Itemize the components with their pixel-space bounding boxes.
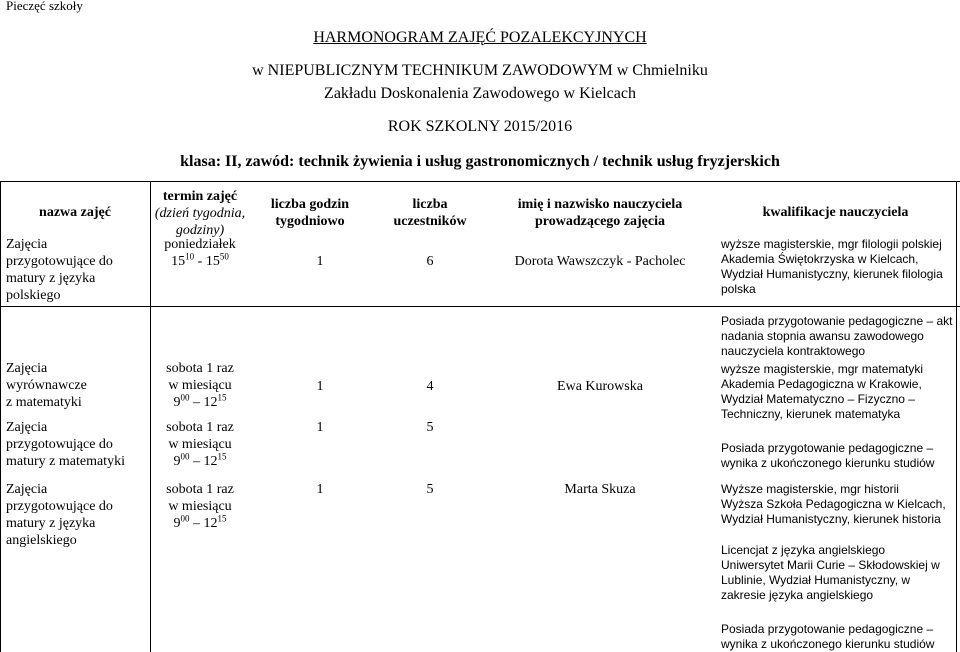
school-stamp-label: Pieczęć szkoły xyxy=(6,0,83,13)
row-qualifications: wyższe magisterskie, mgr matematyki Akademia Pedagogiczna w Krakowie, Wydział Matematyczno – Fizyczno – Techniczny, kierunek matematyka xyxy=(721,362,924,421)
row-qualifications-pedagogy: Posiada przygotowanie pedagogiczne – wynika z ukończonego kierunku studiów xyxy=(721,622,935,651)
row-schedule: poniedziałek $15^{10} - 15^{50}$ xyxy=(164,237,236,269)
col-header-term: termin zajęć (dzień tygodnia, godziny) xyxy=(154,189,246,238)
col-header-name: nazwa zajęć xyxy=(39,205,111,220)
row-activity-name: Zajęcia przygotowujące do matury z matematyki xyxy=(6,420,125,469)
row-weekly-hours: 1 xyxy=(316,420,324,435)
col-header-teacher: imię i nazwisko nauczyciela prowadzącego zajęcia xyxy=(517,197,683,229)
school-name-line1: w NIEPUBLICZNYM TECHNIKUM ZAWODOWYM w Chmielniku xyxy=(252,62,708,79)
col-header-participants: liczba uczestników xyxy=(393,197,467,229)
row-participants: 5 xyxy=(426,420,434,435)
row-participants: 5 xyxy=(426,482,434,497)
row-schedule: sobota 1 raz w miesiącu $9^{00} - 12^{15}$ xyxy=(166,361,234,410)
row-qualifications: wyższe magisterskie, mgr filologii polskiej Akademia Świętokrzyska w Kielcach, Wydział Humanistyczny, kierunek filologia polska xyxy=(721,237,943,296)
row-qualifications: Wyższe magisterskie, mgr historii Wyższa Szkoła Pedagogiczna w Kielcach, Wydział Humanistyczny, kierunek historia xyxy=(721,482,946,526)
row-teacher: Marta Skuza xyxy=(564,482,636,497)
row-participants: 6 xyxy=(426,254,434,269)
row-weekly-hours: 1 xyxy=(316,482,324,497)
school-year: ROK SZKOLNY 2015/2016 xyxy=(387,118,573,135)
row-qualifications: Posiada przygotowanie pedagogiczne – wynika z ukończonego kierunku studiów xyxy=(721,441,935,470)
col-header-qualifications: kwalifikacje nauczyciela xyxy=(762,205,909,220)
row-weekly-hours: 1 xyxy=(316,254,324,269)
row-activity-name: Zajęcia wyrównawcze z matematyki xyxy=(6,361,87,410)
row-weekly-hours: 1 xyxy=(316,379,324,394)
row-qualifications-english: Licencjat z języka angielskiego Uniwersytet Marii Curie – Skłodowskiej w Lublinie, Wydział Humanistyczny, w zakresie języka angielskiego xyxy=(721,543,940,602)
document-title: HARMONOGRAM ZAJĘĆ POZALEKCYJNYCH xyxy=(313,29,647,46)
school-name-line2: Zakładu Doskonalenia Zawodowego w Kielcach xyxy=(324,85,636,102)
class-info: klasa: II, zawód: technik żywienia i usług gastronomicznych / technik usług fryzjerskich xyxy=(180,153,780,170)
row-qualifications-pre: Posiada przygotowanie pedagogiczne – akt nadania stopnia awansu zawodowego nauczyciela kontraktowego xyxy=(721,314,953,358)
row-activity-name: Zajęcia przygotowujące do matury z języka polskiego xyxy=(6,237,113,303)
row-teacher: Ewa Kurowska xyxy=(557,379,643,394)
col-header-hours: liczba godzin tygodniowo xyxy=(270,197,350,229)
row-activity-name: Zajęcia przygotowujące do matury z języka angielskiego xyxy=(6,482,113,548)
row-participants: 4 xyxy=(426,379,434,394)
row-schedule: sobota 1 raz w miesiącu $9^{00} - 12^{15}$ xyxy=(166,482,234,531)
row-schedule: sobota 1 raz w miesiącu $9^{00} - 12^{15}$ xyxy=(166,420,234,469)
row-teacher: Dorota Wawszczyk - Pacholec xyxy=(514,254,686,269)
